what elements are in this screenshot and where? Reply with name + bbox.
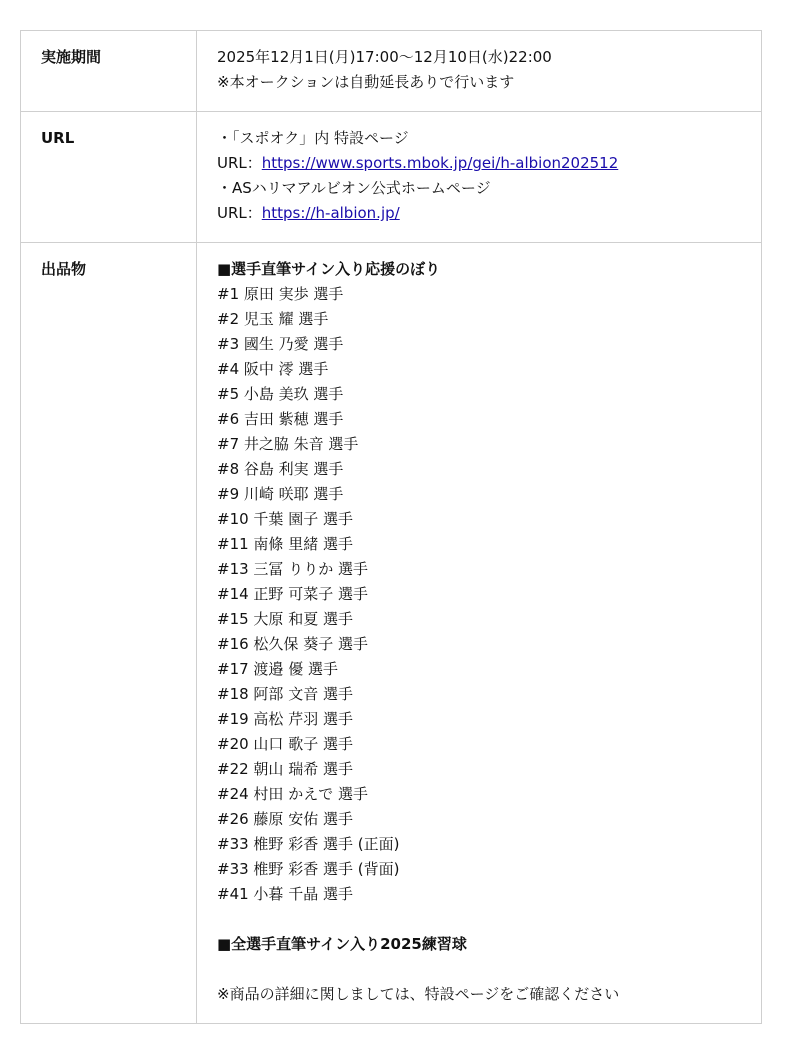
- list-item: #19 高松 芹羽 選手: [217, 710, 353, 728]
- table-row-items: [21, 243, 762, 1024]
- spacer: [217, 957, 751, 982]
- spacer: [217, 907, 751, 932]
- url-label: URL: [21, 112, 197, 243]
- list-item: #9 川崎 咲耶 選手: [217, 485, 344, 503]
- items-heading-flags: ■選手直筆サイン入り応援のぼり: [217, 260, 441, 278]
- list-item: #1 原田 実歩 選手: [217, 285, 344, 303]
- list-item: #22 朝山 瑞希 選手: [217, 760, 353, 778]
- list-item: #5 小島 美玖 選手: [217, 385, 344, 403]
- list-item: #13 三冨 りりか 選手: [217, 560, 368, 578]
- url-item2-prefix: URL：: [217, 204, 262, 222]
- list-item: #15 大原 和夏 選手: [217, 610, 353, 628]
- list-item: #2 児玉 耀 選手: [217, 310, 329, 328]
- period-note: ※本オークションは自動延長ありで行います: [217, 73, 515, 91]
- sports-mbok-link[interactable]: https://www.sports.mbok.jp/gei/h-albion202512: [261, 154, 619, 172]
- period-value: [197, 31, 762, 112]
- list-item: #20 山口 歌子 選手: [217, 735, 353, 753]
- url-item2: [217, 201, 751, 226]
- list-item: #18 阿部 文音 選手: [217, 685, 353, 703]
- table-row-url: [21, 112, 762, 243]
- items-value: [197, 243, 762, 1024]
- url-item1-prefix: URL：: [217, 154, 262, 172]
- items-note: ※商品の詳細に関しましては、特設ページをご確認ください: [217, 985, 620, 1003]
- url-item1: [217, 151, 751, 176]
- auction-info-table: [20, 30, 762, 1024]
- player-list: [217, 282, 751, 907]
- h-albion-link[interactable]: https://h-albion.jp/: [261, 204, 400, 222]
- period-label: 実施期間: [21, 31, 197, 112]
- list-item: #11 南條 里緒 選手: [217, 535, 353, 553]
- list-item: #16 松久保 葵子 選手: [217, 635, 368, 653]
- list-item: #14 正野 可菜子 選手: [217, 585, 368, 603]
- url-item2-text: ・ASハリマアルビオン公式ホームページ: [217, 179, 491, 197]
- list-item: #7 井之脇 朱音 選手: [217, 435, 359, 453]
- list-item: #17 渡邉 優 選手: [217, 660, 338, 678]
- list-item: #3 國生 乃愛 選手: [217, 335, 344, 353]
- list-item: #33 椎野 彩香 選手 (背面): [217, 860, 400, 878]
- list-item: #6 吉田 紫穂 選手: [217, 410, 344, 428]
- list-item: #26 藤原 安佑 選手: [217, 810, 353, 828]
- url-value: [197, 112, 762, 243]
- table-row-period: [21, 31, 762, 112]
- period-dates: 2025年12月1日(月)17:00～12月10日(水)22:00: [217, 48, 552, 66]
- list-item: #41 小暮 千晶 選手: [217, 885, 353, 903]
- list-item: #24 村田 かえで 選手: [217, 785, 368, 803]
- list-item: #4 阪中 澪 選手: [217, 360, 329, 378]
- url-item1-text: ・「スポオク」内 特設ページ: [217, 129, 409, 147]
- list-item: #8 谷島 利実 選手: [217, 460, 344, 478]
- items-heading-balls: ■全選手直筆サイン入り2025練習球: [217, 935, 467, 953]
- list-item: #33 椎野 彩香 選手 (正面): [217, 835, 400, 853]
- items-label: 出品物: [21, 243, 197, 1024]
- list-item: #10 千葉 園子 選手: [217, 510, 353, 528]
